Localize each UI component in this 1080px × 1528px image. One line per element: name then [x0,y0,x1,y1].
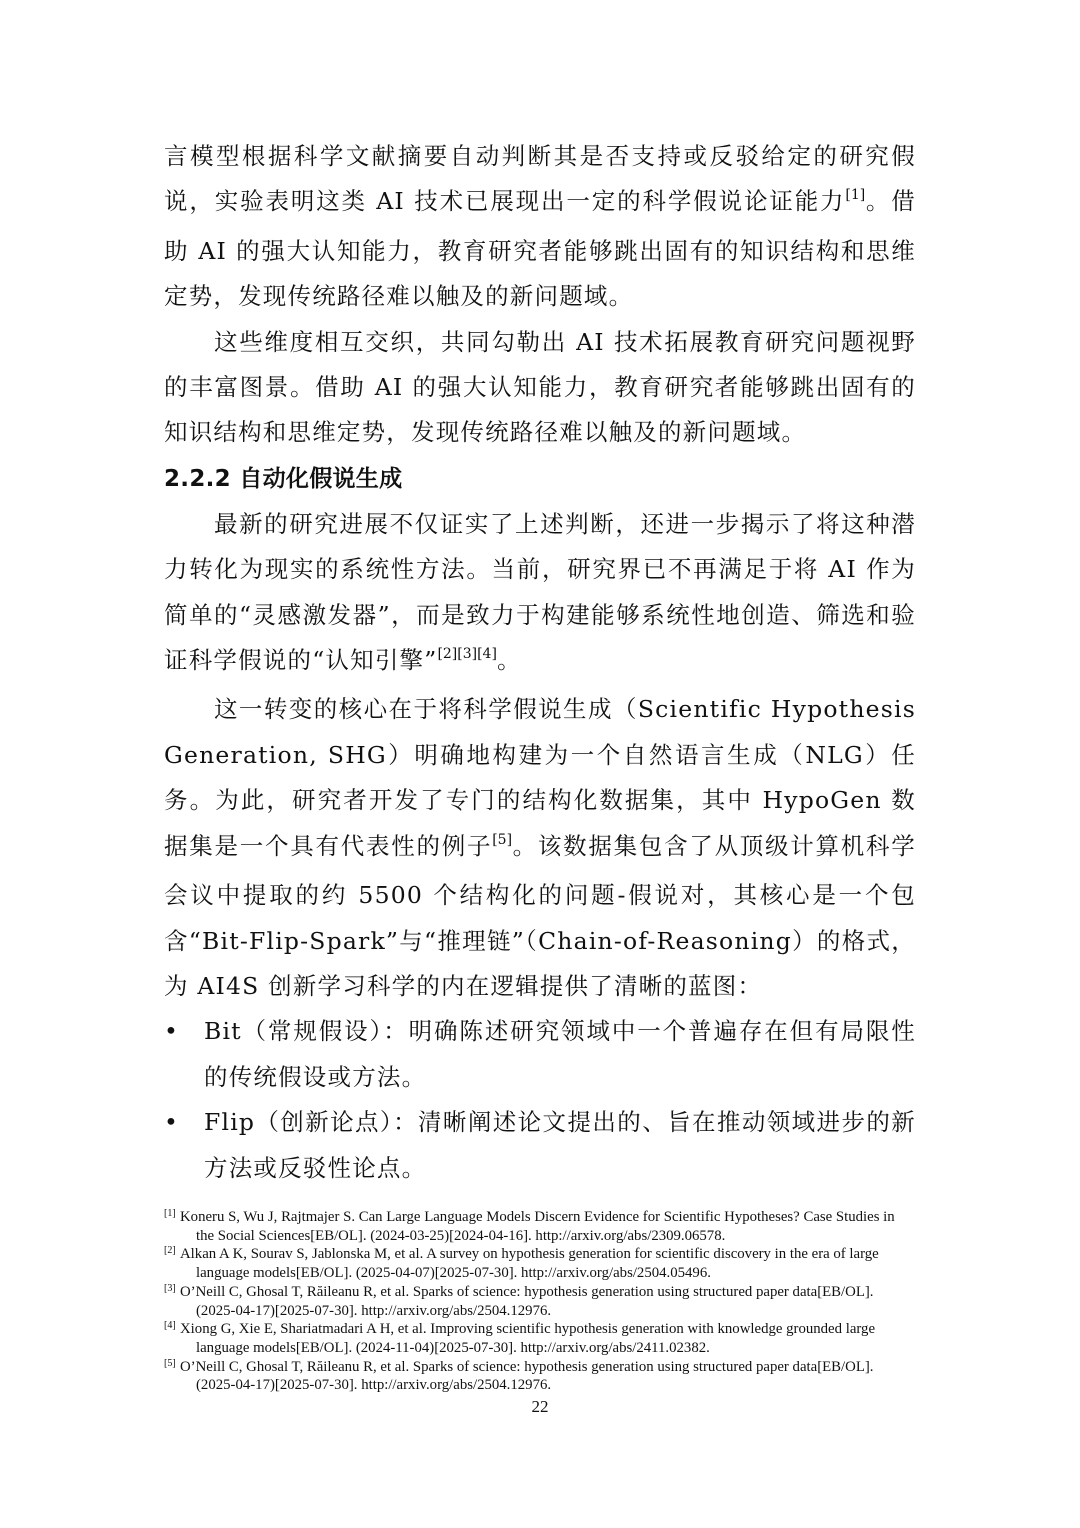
bullet-text-bit: Bit（常规假设）：明确陈述研究领域中一个普遍存在但有局限性的传统假设或方法。 [204,1017,916,1091]
paragraph-4-tail: 。该数据集包含了从顶级计算机科学会议中提取的约 5500 个结构化的问题-假说对，其核心是一个包含“Bit-Flip-Spark”与“推理链”（Chain-of-Reasoning）的格式，为 AI4S 创新学习科学的内在逻辑提供了清晰的蓝图： [164,831,916,1000]
paragraph-1-tail: 。借助 AI 的强大认知能力，教育研究者能够跳出固有的知识结构和思维定势，发现传统路径难以触及的新问题域。 [164,187,916,311]
citation-ref-5[interactable]: [5] [492,831,513,848]
bullet-icon: • [164,1017,178,1046]
footnote-text: Koneru S, Wu J, Rajtmajer S. Can Large Language Models Discern Evidence for Scientific Hypotheses? Case Studies in the Social Sciences[EB/OL]. (2024-03-25)[2024-04-16]. http://arxiv.org/abs/2309.06578. [180,1209,895,1244]
footnote-text: O’Neill C, Ghosal T, Răileanu R, et al. Sparks of science: hypothesis generation using structured paper data[EB/OL]. (2025-04-17)[2025-07-30]. http://arxiv.org/abs/2504.12976. [180,1358,874,1394]
footnote-4 [164,1320,916,1357]
bullet-item-flip [164,1100,916,1191]
footnotes [164,1208,916,1395]
footnote-text: Alkan A K, Sourav S, Jablonska M, et al. A survey on hypothesis generation for scientific discovery in the era of large language models[EB/OL]. (2025-04-07)[2025-07-30]. http://arxiv.org/abs/2504.05496. [180,1246,879,1282]
paragraph-1-text: 言模型根据科学文献摘要自动判断其是否支持或反驳给定的研究假说，实验表明这类 AI 技术已展现出一定的科学假说论证能力 [164,142,916,216]
footnote-mark: [1] [164,1208,176,1219]
footnote-3 [164,1283,916,1320]
paragraph-3 [164,502,916,688]
paragraph-4-text: 这一转变的核心在于将科学假说生成（Scientific Hypothesis Generation, SHG）明确地构建为一个自然语言生成（NLG）任务。为此，研究者开发了专门的结构化数据集，其中 HypoGen 数据集是一个具有代表性的例子 [164,695,916,860]
section-heading: 2.2.2 自动化假说生成 [164,465,403,492]
bullet-text-flip: Flip（创新论点）：清晰阐述论文提出的、旨在推动领域进步的新方法或反驳性论点。 [204,1108,916,1182]
body-text [164,134,916,1191]
footnote-mark: [5] [164,1357,176,1369]
citation-ref-2-3-4[interactable]: [2][3][4] [437,646,497,663]
footnote-2 [164,1245,916,1282]
footnote-mark: [4] [164,1320,176,1332]
page-number: 22 [531,1397,549,1416]
paragraph-3-text: 最新的研究进展不仅证实了上述判断，还进一步揭示了将这种潜力转化为现实的系统性方法。当前，研究界已不再满足于将 AI 作为简单的“灵感激发器”，而是致力于构建能够系统性地创造、筛选和验证科学假说的“认知引擎” [164,509,916,675]
paragraph-3-tail: 。 [496,646,522,675]
footnote-mark: [3] [164,1282,176,1294]
footnote-text: O’Neill C, Ghosal T, Răileanu R, et al. Sparks of science: hypothesis generation using structured paper data[EB/OL]. (2025-04-17)[2025-07-30]. http://arxiv.org/abs/2504.12976. [180,1283,874,1319]
footnote-1 [164,1208,916,1245]
footnote-text: Xiong G, Xie E, Shariatmadari A H, et al. Improving scientific hypothesis generation with knowledge grounded large language models[EB/OL]. (2024-11-04)[2025-07-30]. http://arxiv.org/abs/2411.02382. [180,1321,876,1356]
citation-ref-1[interactable]: [1] [845,187,866,204]
bullet-icon: • [164,1108,178,1137]
paragraph-2: 这些维度相互交织，共同勾勒出 AI 技术拓展教育研究问题视野的丰富图景。借助 AI 的强大认知能力，教育研究者能够跳出固有的知识结构和思维定势，发现传统路径难以触及的新问题域。 [164,327,916,447]
footnote-mark: [2] [164,1245,176,1257]
bullet-item-bit [164,1009,916,1100]
paragraph-1 [164,134,916,320]
paragraph-4 [164,687,916,1009]
footnote-5 [164,1358,916,1395]
